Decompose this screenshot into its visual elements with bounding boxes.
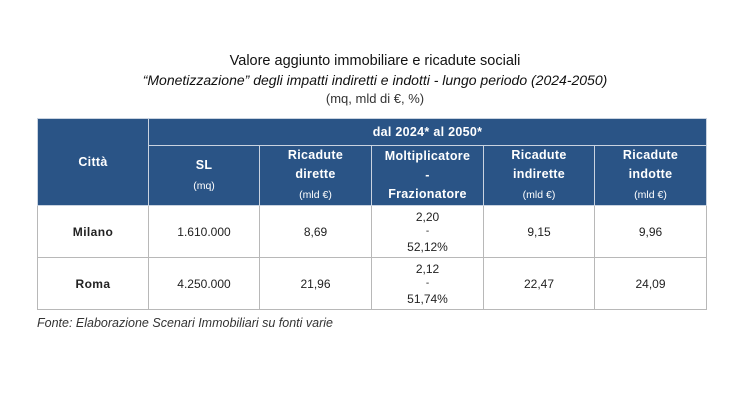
header-molt-line2: -	[425, 168, 430, 182]
cell-city: Roma	[38, 258, 149, 310]
cell-city: Milano	[38, 206, 149, 258]
units-note: (mq, mld di €, %)	[325, 91, 425, 106]
subtitle: “Monetizzazione” degli impatti indiretti e indotti - lungo periodo (2024-2050)	[142, 72, 608, 88]
cell-molt-sep: -	[425, 225, 430, 237]
header-sl-unit: (mq)	[193, 179, 215, 192]
cell-molt-value: 2,12	[415, 261, 440, 276]
header-dirette	[260, 146, 372, 206]
header-indotte-line2: indotte	[628, 167, 673, 181]
header-dirette-line1: Ricadute	[287, 148, 344, 162]
table-row	[38, 258, 707, 310]
header-molt-line3: Frazionatore	[388, 187, 467, 201]
header-indirette-line2: indirette	[512, 167, 565, 181]
header-molt-line1: Moltiplicatore	[384, 149, 471, 163]
header-indotte-line1: Ricadute	[622, 148, 679, 162]
cell-sl: 4.250.000	[149, 258, 260, 310]
header-indirette-line1: Ricadute	[511, 148, 567, 162]
cell-indotte: 24,09	[595, 258, 707, 310]
cell-indirette: 22,47	[484, 258, 595, 310]
table-row	[38, 206, 707, 258]
cell-moltiplicatore	[372, 206, 484, 258]
header-dirette-line2: dirette	[295, 167, 336, 181]
header-indirette-unit: (mld €)	[522, 189, 556, 201]
header-dirette-unit: (mld €)	[299, 189, 332, 201]
header-indotte	[595, 146, 707, 206]
cell-molt-value: 2,20	[415, 209, 440, 224]
title: Valore aggiunto immobiliare e ricadute sociali	[229, 53, 521, 69]
cell-dirette: 21,96	[260, 258, 372, 310]
header-indotte-unit: (mld €)	[634, 189, 667, 201]
header-sl	[149, 146, 260, 206]
header-indirette	[484, 146, 595, 206]
data-table	[37, 118, 707, 310]
cell-fraz-value: 52,12%	[407, 239, 448, 254]
cell-dirette: 8,69	[260, 206, 372, 258]
title-block	[0, 52, 750, 108]
cell-moltiplicatore	[372, 258, 484, 310]
header-city: Città	[38, 119, 149, 206]
header-sl-label: SL	[195, 157, 213, 172]
cell-fraz-value: 51,74%	[407, 291, 448, 306]
header-moltiplicatore	[372, 146, 484, 206]
cell-molt-sep: -	[425, 277, 430, 289]
source-note: Fonte: Elaborazione Scenari Immobiliari su fonti varie	[37, 316, 333, 330]
cell-sl: 1.610.000	[149, 206, 260, 258]
header-period: dal 2024* al 2050*	[149, 119, 707, 146]
cell-indotte: 9,96	[595, 206, 707, 258]
cell-indirette: 9,15	[484, 206, 595, 258]
